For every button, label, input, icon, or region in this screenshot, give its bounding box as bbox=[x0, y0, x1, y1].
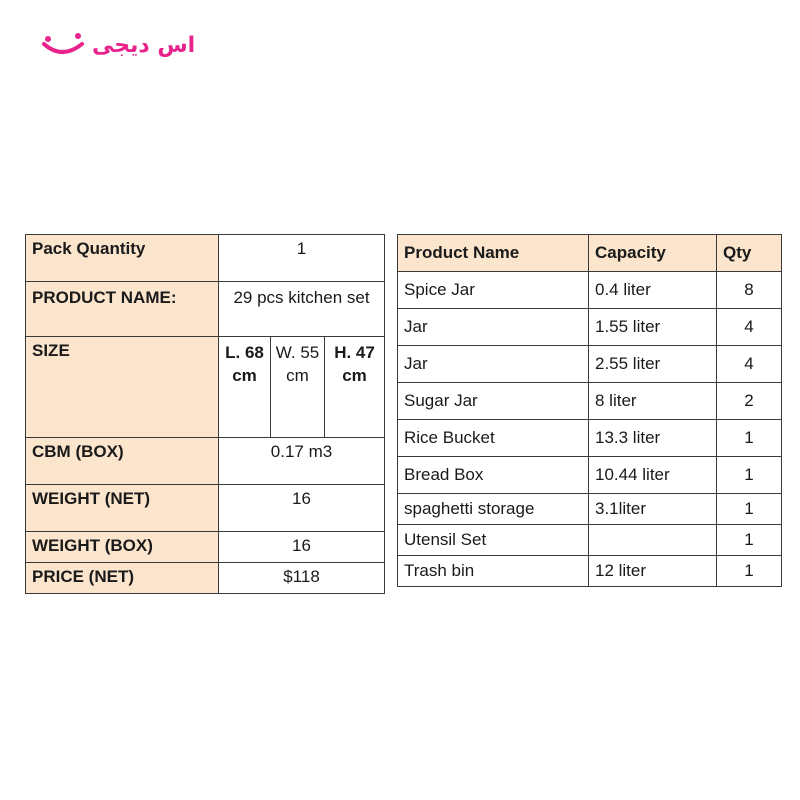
qty-cell: 1 bbox=[717, 420, 782, 457]
product-name-row bbox=[26, 282, 385, 337]
spec-table bbox=[25, 234, 385, 594]
qty-cell: 1 bbox=[717, 457, 782, 494]
size-width: W. 55 cm bbox=[271, 337, 325, 438]
smile-icon bbox=[42, 30, 86, 60]
product-name-cell: Trash bin bbox=[398, 556, 589, 587]
table-row bbox=[398, 383, 782, 420]
table-row bbox=[398, 457, 782, 494]
weight-net-row bbox=[26, 485, 385, 532]
weight-net-label: WEIGHT (NET) bbox=[26, 485, 219, 532]
price-net-row bbox=[26, 563, 385, 594]
qty-cell: 8 bbox=[717, 272, 782, 309]
capacity-cell: 13.3 liter bbox=[589, 420, 717, 457]
product-name-cell: Spice Jar bbox=[398, 272, 589, 309]
brand-logo bbox=[42, 30, 195, 60]
header-capacity: Capacity bbox=[589, 235, 717, 272]
weight-box-row bbox=[26, 532, 385, 563]
table-row bbox=[398, 420, 782, 457]
qty-cell: 4 bbox=[717, 346, 782, 383]
weight-net-value: 16 bbox=[219, 485, 385, 532]
product-name-cell: Sugar Jar bbox=[398, 383, 589, 420]
header-product-name: Product Name bbox=[398, 235, 589, 272]
header-qty: Qty bbox=[717, 235, 782, 272]
weight-box-label: WEIGHT (BOX) bbox=[26, 532, 219, 563]
size-row bbox=[26, 337, 385, 438]
cbm-label: CBM (BOX) bbox=[26, 438, 219, 485]
pack-quantity-row bbox=[26, 235, 385, 282]
weight-box-value: 16 bbox=[219, 532, 385, 563]
product-name-cell: Utensil Set bbox=[398, 525, 589, 556]
logo-text: اس دیجی bbox=[92, 32, 196, 58]
product-name-value: 29 pcs kitchen set bbox=[219, 282, 385, 337]
table-row bbox=[398, 494, 782, 525]
qty-cell: 4 bbox=[717, 309, 782, 346]
capacity-cell: 0.4 liter bbox=[589, 272, 717, 309]
capacity-cell: 10.44 liter bbox=[589, 457, 717, 494]
capacity-cell: 1.55 liter bbox=[589, 309, 717, 346]
table-row bbox=[398, 346, 782, 383]
table-row bbox=[398, 525, 782, 556]
qty-cell: 1 bbox=[717, 494, 782, 525]
cbm-row bbox=[26, 438, 385, 485]
cbm-value: 0.17 m3 bbox=[219, 438, 385, 485]
product-name-cell: Jar bbox=[398, 346, 589, 383]
price-net-label: PRICE (NET) bbox=[26, 563, 219, 594]
capacity-cell: 8 liter bbox=[589, 383, 717, 420]
product-name-cell: Jar bbox=[398, 309, 589, 346]
qty-cell: 1 bbox=[717, 556, 782, 587]
qty-cell: 1 bbox=[717, 525, 782, 556]
product-name-cell: Bread Box bbox=[398, 457, 589, 494]
product-name-cell: Rice Bucket bbox=[398, 420, 589, 457]
price-net-value: $118 bbox=[219, 563, 385, 594]
size-label: SIZE bbox=[26, 337, 219, 438]
size-height: H. 47 cm bbox=[325, 337, 385, 438]
table-row bbox=[398, 309, 782, 346]
capacity-cell bbox=[589, 525, 717, 556]
capacity-cell: 2.55 liter bbox=[589, 346, 717, 383]
table-row bbox=[398, 556, 782, 587]
product-table bbox=[397, 234, 782, 587]
qty-cell: 2 bbox=[717, 383, 782, 420]
capacity-cell: 3.1liter bbox=[589, 494, 717, 525]
pack-quantity-label: Pack Quantity bbox=[26, 235, 219, 282]
product-name-label: PRODUCT NAME: bbox=[26, 282, 219, 337]
table-row bbox=[398, 272, 782, 309]
product-table-header bbox=[398, 235, 782, 272]
capacity-cell: 12 liter bbox=[589, 556, 717, 587]
size-length: L. 68 cm bbox=[219, 337, 271, 438]
pack-quantity-value: 1 bbox=[219, 235, 385, 282]
product-name-cell: spaghetti storage bbox=[398, 494, 589, 525]
